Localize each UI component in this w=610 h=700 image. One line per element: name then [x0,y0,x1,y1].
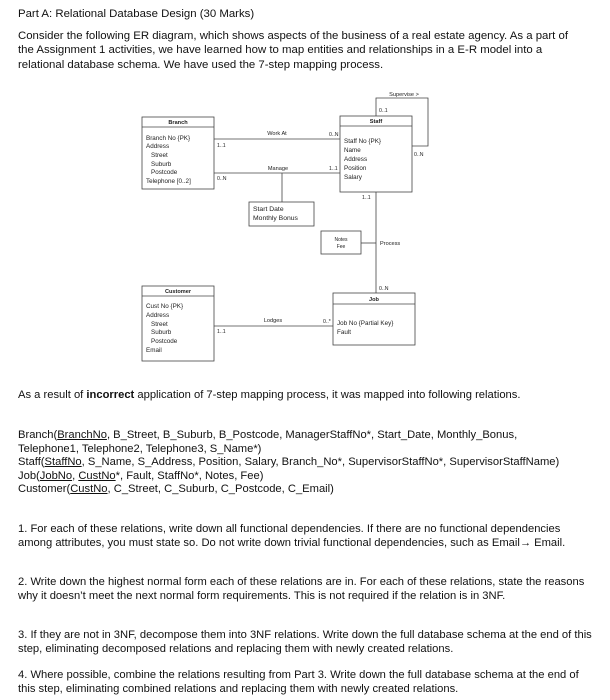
process-label: Process [380,241,401,247]
multiplicity: 1..1 [217,329,226,335]
intro-paragraph: Consider the following ER diagram, which shows aspects of the business of a real estate agency. As a part of the Assignment 1 activities, we have learned how to map entities and relationships in a E-R model into a relational database schema. We have used the 7-step mapping process. [18,30,568,71]
relation-job: Job(JobNo, CustNo*, Fault, StaffNo*, Notes, Fee) [18,469,264,482]
customer-attr: Address [146,312,170,319]
works-at-label: Work At [267,131,287,137]
staff-attr: Staff No {PK} [344,138,381,145]
relation-staff: Staff(StaffNo, S_Name, S_Address, Position, Salary, Branch_No*, SupervisorStaffNo*, SupervisorStaffName) [18,456,560,469]
multiplicity: 1..1 [362,195,371,201]
multiplicity: 0..N [414,152,424,158]
customer-attr: Email [146,347,162,354]
branch-attr: Suburb [151,161,172,168]
manage-attr: Monthly Bonus [253,215,298,222]
staff-attr: Name [344,147,361,154]
multiplicity: 0..1 [379,108,388,114]
part-a-title: Part A: Relational Database Design (30 Marks) [18,8,255,20]
branch-attr: Branch No {PK} [146,135,191,142]
staff-attr: Salary [344,174,362,181]
job-attr: Job No {Partial Key} [337,320,394,327]
multiplicity: 0..N [329,132,339,138]
question-4: 4. Where possible, combine the relations resulting from Part 3. Write down the full database schema at the end of this step, eliminating combined relations and replacing them with newly created relations. [18,669,579,695]
branch-attr: Address [146,143,170,150]
customer-attr: Postcode [151,338,178,345]
supervise-label: Supervise > [389,92,419,98]
customer-attr: Street [151,321,168,328]
job-attr: Fault [337,329,351,336]
question-2: 2. Write down the highest normal form each of these relations are in. For each of these relations, state the reasons why it doesn’t meet the next normal form requirements. This is not required if the relation is in 3NF. [18,576,585,602]
customer-title: Customer [164,289,192,295]
er-diagram [0,86,610,376]
question-3: 3. If they are not in 3NF, decompose them into 3NF relations. Write down the full database schema at the end of this step, eliminating decomposed relations and replacing them with newly created relations. [18,629,592,655]
multiplicity: 0..* [323,319,331,325]
lodges-label: Lodges [263,318,283,324]
staff-attr: Address [344,156,368,163]
multiplicity: 0..N [217,176,227,182]
branch-attr: Street [151,152,168,159]
relation-customer: Customer(CustNo, C_Street, C_Suburb, C_Postcode, C_Email) [18,483,334,496]
manage-attr: Start Date [253,206,284,213]
staff-title: Staff [369,119,383,125]
job-title: Job [369,297,379,303]
branch-title: Branch [168,120,188,126]
staff-attr: Position [344,165,367,172]
manage-label: Manage [267,166,289,172]
process-attr: Notes [334,237,348,243]
relations-block [18,429,563,497]
multiplicity: 1..1 [329,166,338,172]
multiplicity: 1..1 [217,143,226,149]
multiplicity: 0..N [379,286,389,292]
question-1: 1. For each of these relations, write down all functional dependencies. If there are no functional dependencies among attributes, you must state so. Do not write down trivial functional dependencies, such as Email→ Email. [18,523,566,549]
relation-branch: Branch(BranchNo, B_Street, B_Suburb, B_Postcode, ManagerStaffNo*, Start_Date, Monthly_Bonus, Telephone1, Telephone2, Telephone3, S_Name*) [18,429,518,455]
branch-attr: Postcode [151,169,178,176]
branch-attr: Telephone [0..2] [146,178,191,185]
result-statement: As a result of incorrect application of 7-step mapping process, it was mapped into following relations. [18,389,521,401]
process-attr: Fee [336,244,346,250]
customer-attr: Cust No {PK} [146,303,184,310]
customer-attr: Suburb [151,329,172,336]
